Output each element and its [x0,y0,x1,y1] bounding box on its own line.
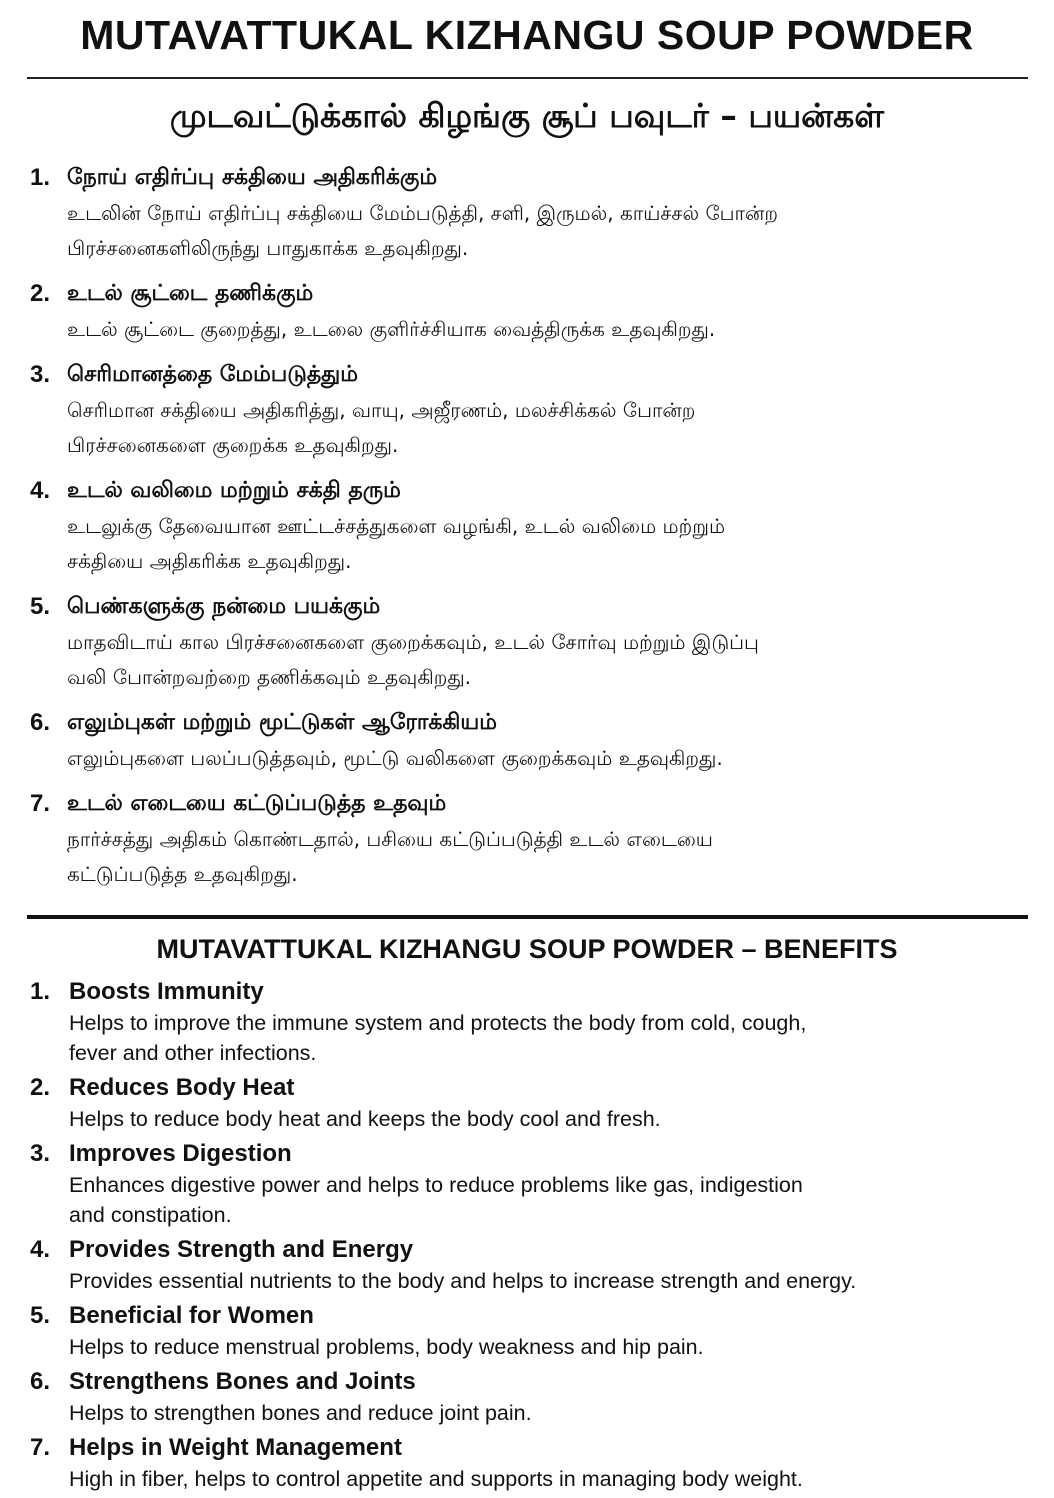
list-item [30,786,1030,892]
item-number: 4. [30,477,51,504]
item-number: 6. [30,709,51,736]
item-number: 7. [30,790,51,817]
item-title: உடல் எடையை கட்டுப்படுத்த உதவும் [67,791,447,816]
item-title: Strengthens Bones and Joints [69,1368,416,1395]
item-description: உடலுக்கு தேவையான ஊட்டச்சத்துகளை வழங்கி, உடல் வலிமை மற்றும் [67,514,726,538]
item-description: Enhances digestive power and helps to reduce problems like gas, indigestion [69,1173,803,1197]
item-title: Beneficial for Women [69,1302,314,1329]
list-item [30,1300,1040,1362]
item-description: மாதவிடாய் கால பிரச்சனைகளை குறைக்கவும், உடல் சோர்வு மற்றும் இடுப்பு [67,630,759,654]
item-title: Provides Strength and Energy [69,1236,414,1263]
list-item [30,357,1030,463]
list-item [30,589,1030,695]
english-heading: MUTAVATTUKAL KIZHANGU SOUP POWDER – BENEFITS [156,934,898,964]
item-title: உடல் சூட்டை தணிக்கும் [67,281,314,306]
item-title: Boosts Immunity [69,978,264,1005]
tamil-benefits-list [30,160,1030,902]
list-item [30,1234,1040,1296]
list-item [30,276,1030,347]
item-description: Provides essential nutrients to the body and helps to increase strength and energy. [69,1269,857,1293]
item-number: 1. [30,978,51,1005]
item-description: வலி போன்றவற்றை தணிக்கவும் உதவுகிறது. [67,665,472,689]
item-number: 6. [30,1368,51,1395]
tamil-heading: முடவட்டுக்கால் கிழங்கு சூப் பவுடர் – பயன்கள் [169,96,885,135]
item-description: Helps to reduce body heat and keeps the body cool and fresh. [69,1107,661,1131]
list-item [30,1072,1040,1134]
item-description: நார்ச்சத்து அதிகம் கொண்டதால், பசியை கட்டுப்படுத்தி உடல் எடையை [67,827,713,851]
english-benefits-list [30,976,1040,1498]
item-number: 2. [30,280,51,307]
item-title: Helps in Weight Management [69,1434,402,1461]
item-title: Improves Digestion [69,1140,292,1167]
item-number: 3. [30,361,51,388]
item-title: உடல் வலிமை மற்றும் சக்தி தரும் [67,478,401,503]
list-item [30,1366,1040,1428]
item-title: Reduces Body Heat [69,1074,295,1101]
item-description: பிரச்சனைகளை குறைக்க உதவுகிறது. [67,433,399,457]
item-number: 5. [30,593,51,620]
item-number: 4. [30,1236,51,1263]
item-title: எலும்புகள் மற்றும் மூட்டுகள் ஆரோக்கியம் [67,710,497,735]
list-item [30,160,1030,266]
item-description: உடலின் நோய் எதிர்ப்பு சக்தியை மேம்படுத்தி, சளி, இருமல், காய்ச்சல் போன்ற [67,201,779,225]
item-number: 3. [30,1140,51,1167]
item-description: சக்தியை அதிகரிக்க உதவுகிறது. [67,549,352,573]
list-item [30,473,1030,579]
item-description: கட்டுப்படுத்த உதவுகிறது. [67,862,298,886]
list-item [30,705,1030,776]
item-description: Helps to improve the immune system and protects the body from cold, cough, [69,1011,807,1035]
list-item [30,1432,1040,1494]
item-number: 7. [30,1434,51,1461]
divider [27,77,1028,79]
item-title: பெண்களுக்கு நன்மை பயக்கும் [67,594,381,619]
document-title: MUTAVATTUKAL KIZHANGU SOUP POWDER [80,12,974,58]
item-description: Helps to strengthen bones and reduce joint pain. [69,1401,532,1425]
item-description: உடல் சூட்டை குறைத்து, உடலை குளிர்ச்சியாக வைத்திருக்க உதவுகிறது. [67,317,716,341]
list-item [30,976,1040,1068]
item-description: High in fiber, helps to control appetite and supports in managing body weight. [69,1467,803,1491]
item-title: நோய் எதிர்ப்பு சக்தியை அதிகரிக்கும் [67,165,438,190]
item-description: செரிமான சக்தியை அதிகரித்து, வாயு, அஜீரணம், மலச்சிக்கல் போன்ற [67,398,696,422]
item-title: செரிமானத்தை மேம்படுத்தும் [67,362,358,387]
item-description: எலும்புகளை பலப்படுத்தவும், மூட்டு வலிகளை குறைக்கவும் உதவுகிறது. [67,746,723,770]
item-description: பிரச்சனைகளிலிருந்து பாதுகாக்க உதவுகிறது. [67,236,469,260]
item-number: 1. [30,164,51,191]
item-description: Helps to reduce menstrual problems, body weakness and hip pain. [69,1335,704,1359]
list-item [30,1138,1040,1230]
item-number: 5. [30,1302,51,1329]
item-description: and constipation. [69,1203,232,1227]
item-description: fever and other infections. [69,1041,317,1065]
divider-thick [27,915,1028,919]
item-number: 2. [30,1074,51,1101]
